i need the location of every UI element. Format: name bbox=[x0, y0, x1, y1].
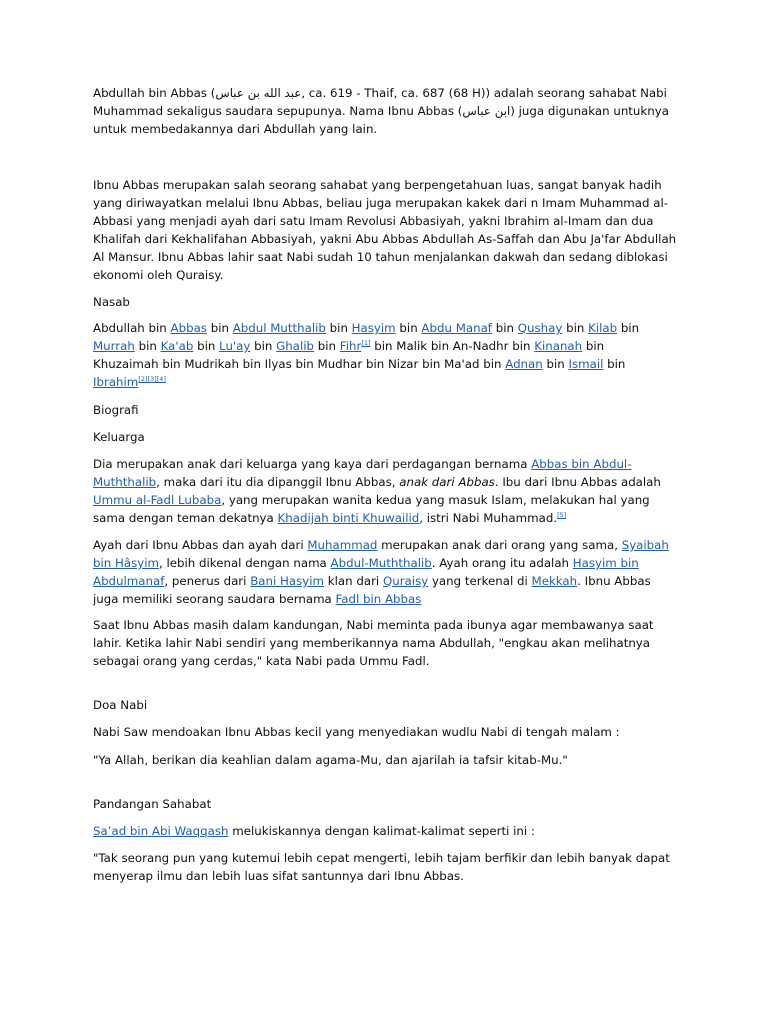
link-hasyim[interactable]: Hasyim bbox=[351, 321, 396, 335]
link-luay[interactable]: Lu'ay bbox=[219, 339, 251, 353]
body-text: , penerus dari bbox=[164, 574, 251, 588]
body-text-italic: anak dari Abbas bbox=[399, 475, 495, 489]
link-qushay[interactable]: Qushay bbox=[517, 321, 563, 335]
nasab-text: bin bbox=[325, 321, 352, 335]
link-syaibah[interactable]: Syaibah bin Hâsyim bbox=[93, 538, 669, 570]
link-abdul-muththalib[interactable]: Abdul-Muththalib bbox=[330, 556, 432, 570]
nasab-text: bin bbox=[395, 321, 422, 335]
nasab-heading: Nasab bbox=[93, 295, 130, 309]
biografi-heading: Biografi bbox=[93, 403, 139, 417]
nasab-text: bin bbox=[491, 321, 518, 335]
link-quraisy[interactable]: Quraisy bbox=[382, 574, 429, 588]
nasab-text: bin Malik bin An-Nadhr bin bbox=[370, 339, 535, 353]
body-text: Ayah dari Ibnu Abbas dan ayah dari bbox=[93, 538, 308, 552]
arabic-name: ابن عباس bbox=[462, 104, 511, 118]
nasab-paragraph bbox=[93, 319, 663, 391]
nasab-text: bin bbox=[542, 357, 569, 371]
link-abdul-mutthalib[interactable]: Abdul Mutthalib bbox=[232, 321, 326, 335]
link-fadl-bin-abbas[interactable]: Fadl bin Abbas bbox=[335, 592, 422, 606]
doa-paragraph-2: "Ya Allah, berikan dia keahlian dalam agama-Mu, dan ajarilah ia tafsir kitab-Mu." bbox=[93, 753, 568, 767]
intro-text: , ca. 619 - Thaif, ca. 687 (68 H)) adalah seorang sahabat Nabi Muhammad sekaligus saudara sepupunya. Nama Ibnu Abbas ( bbox=[93, 86, 667, 118]
intro-text: ) juga digunakan untuknya untuk membedakannya dari Abdullah yang lain. bbox=[93, 104, 669, 136]
body-text: melukiskannya dengan kalimat-kalimat seperti ini : bbox=[228, 824, 535, 838]
keluarga-heading: Keluarga bbox=[93, 430, 145, 444]
link-khadijah[interactable]: Khadijah binti Khuwailid bbox=[277, 511, 420, 525]
footnote-ref-5[interactable]: [5] bbox=[557, 511, 567, 520]
link-ibrahim[interactable]: Ibrahim bbox=[93, 375, 139, 389]
body-text: . Ibu dari Ibnu Abbas adalah bbox=[494, 475, 661, 489]
nasab-text: bin bbox=[250, 339, 277, 353]
footnote-ref-1[interactable]: [1] bbox=[361, 339, 371, 348]
body-text: yang terkenal di bbox=[428, 574, 532, 588]
nasab-text: bin Khuzaimah bin Mudrikah bin Ilyas bin Mudhar bin Nizar bin Ma'ad bin bbox=[93, 339, 605, 371]
keluarga-paragraph-2 bbox=[93, 536, 678, 608]
body-text: , lebih dikenal dengan nama bbox=[159, 556, 331, 570]
pandangan-heading: Pandangan Sahabat bbox=[93, 797, 212, 811]
footnote-refs-2-4[interactable]: [2][3][4] bbox=[138, 375, 166, 384]
nasab-text: bin bbox=[562, 321, 589, 335]
nasab-text: Abdullah bin bbox=[93, 321, 171, 335]
body-text: merupakan anak dari orang yang sama, bbox=[377, 538, 622, 552]
body-text: . Ayah orang itu adalah bbox=[431, 556, 573, 570]
link-abbas[interactable]: Abbas bbox=[170, 321, 207, 335]
body-text: , yang merupakan wanita kedua yang masuk Islam, melakukan hal yang sama dengan teman dekatnya bbox=[93, 493, 650, 525]
link-mekkah[interactable]: Mekkah bbox=[531, 574, 578, 588]
nasab-text: bin bbox=[134, 339, 161, 353]
link-ghalib[interactable]: Ghalib bbox=[276, 339, 315, 353]
nasab-text: bin bbox=[617, 321, 640, 335]
doa-heading: Doa Nabi bbox=[93, 698, 148, 712]
link-muhammad[interactable]: Muhammad bbox=[307, 538, 378, 552]
link-ismail[interactable]: Ismail bbox=[568, 357, 604, 371]
intro-text: Abdullah bin Abbas ( bbox=[93, 86, 216, 100]
keluarga-paragraph-1 bbox=[93, 455, 668, 527]
link-abdu-manaf[interactable]: Abdu Manaf bbox=[421, 321, 492, 335]
body-text: . Ibnu Abbas juga memiliki seorang saudara bernama bbox=[93, 574, 651, 606]
pandangan-quote: "Tak seorang pun yang kutemui lebih cepat mengerti, lebih tajam berfikir dan lebih banyak dapat menyerap ilmu dan lebih luas sifat santunnya dari Ibnu Abbas. bbox=[93, 851, 670, 883]
doa-paragraph-1: Nabi Saw mendoakan Ibnu Abbas kecil yang menyediakan wudlu Nabi di tengah malam : bbox=[93, 725, 620, 739]
arabic-name: عبد الله بن عباس bbox=[215, 86, 302, 100]
nasab-text: bin bbox=[206, 321, 233, 335]
intro-paragraph bbox=[93, 84, 693, 138]
nasab-text: bin bbox=[603, 357, 626, 371]
link-abbas-bin-abdul-muththalib[interactable]: Abbas bin Abdul-Muththalib bbox=[93, 457, 632, 489]
body-text: , maka dari itu dia dipanggil Ibnu Abbas, bbox=[156, 475, 400, 489]
link-bani-hasyim[interactable]: Bani Hasyim bbox=[250, 574, 325, 588]
link-saad-bin-abi-waqqash[interactable]: Sa’ad bin Abi Waqqash bbox=[93, 824, 229, 838]
link-ummu-al-fadl[interactable]: Ummu al-Fadl Lubaba bbox=[93, 493, 222, 507]
body-text: Dia merupakan anak dari keluarga yang kaya dari perdagangan bernama bbox=[93, 457, 532, 471]
body-text: klan dari bbox=[324, 574, 383, 588]
pandangan-paragraph-1 bbox=[93, 822, 693, 840]
keluarga-paragraph-3: Saat Ibnu Abbas masih dalam kandungan, Nabi meminta pada ibunya agar membawanya saat lahir. Ketika lahir Nabi sendiri yang memberikannya nama Abdullah, "engkau akan melihatnya sebagai orang yang cerdas," kata Nabi pada Ummu Fadl. bbox=[93, 618, 654, 668]
link-murrah[interactable]: Murrah bbox=[93, 339, 135, 353]
nasab-text: bin bbox=[193, 339, 220, 353]
link-kinanah[interactable]: Kinanah bbox=[534, 339, 583, 353]
body-text: , istri Nabi Muhammad. bbox=[419, 511, 558, 525]
about-paragraph: Ibnu Abbas merupakan salah seorang sahabat yang berpengetahuan luas, sangat banyak hadih yang diriwayatkan melalui Ibnu Abbas, beliau juga merupakan kakek dari n Imam Muhammad al-Abbasi yang menjadi ayah dari satu Imam Revolusi Abbasiyah, yakni Ibrahim al-Imam dan dua Khalifah dari Kekhalifahan Abbasiyah, yakni Abu Abbas Abdullah As-Saffah dan Abu Ja'far Abdullah Al Mansur. Ibnu Abbas lahir saat Nabi sudah 10 tahun menjalankan dakwah dan sedang diblokasi ekonomi oleh Quraisy. bbox=[93, 178, 677, 282]
link-hasyim-bin-abdulmanaf[interactable]: Hasyim bin Abdulmanaf bbox=[93, 556, 639, 588]
link-fihr[interactable]: Fihr bbox=[339, 339, 362, 353]
nasab-text: bin bbox=[314, 339, 340, 353]
link-adnan[interactable]: Adnan bbox=[505, 357, 543, 371]
link-kilab[interactable]: Kilab bbox=[588, 321, 618, 335]
link-kaab[interactable]: Ka'ab bbox=[160, 339, 194, 353]
